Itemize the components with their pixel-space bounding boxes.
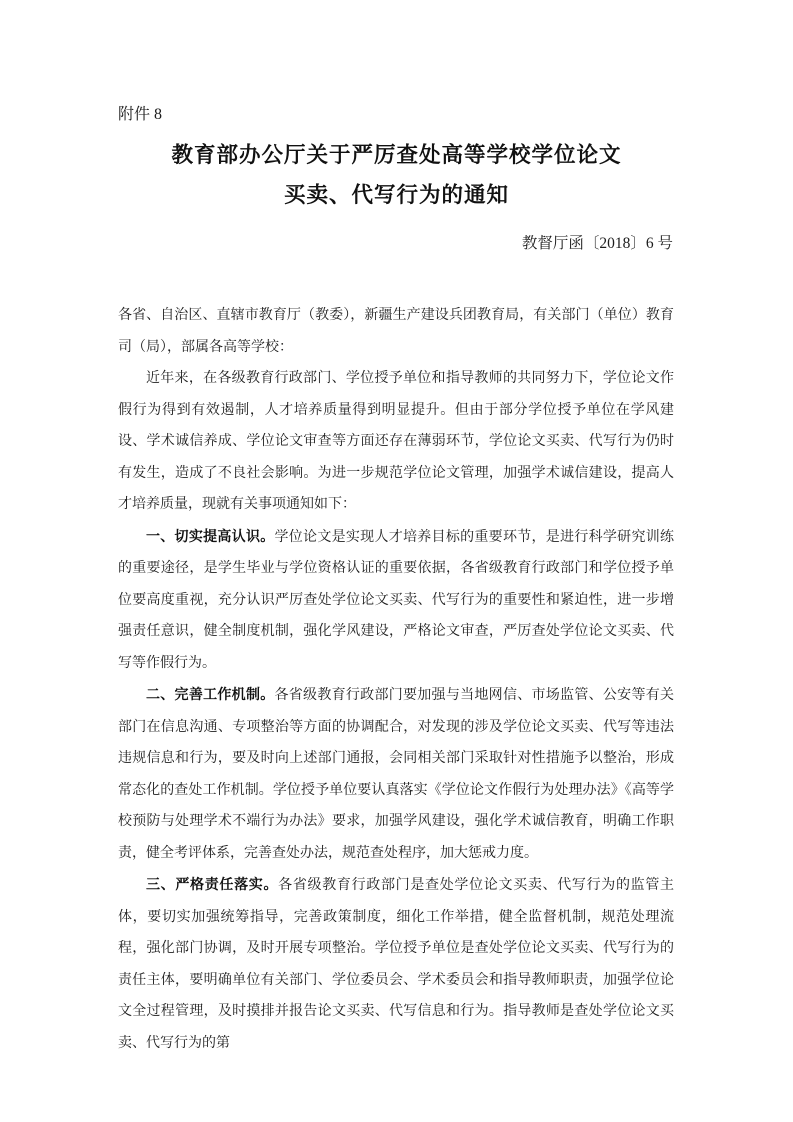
section-text-1: 学位论文是实现人才培养目标的重要环节，是进行科学研究训练的重要途径，是学生毕业与学位资格认证的重要依据，各省级教育行政部门和学位授予单位要高度重视，充分认识严厉查处学位论文买卖、代写行为的重要性和紧迫性，进一步增强责任意识，健全制度机制，强化学风建设，严格论文审查，严厉查处学位论文买卖、代写等作假行为。 <box>118 529 674 671</box>
document-title <box>0 135 793 215</box>
section-paragraph-1 <box>118 521 674 680</box>
section-paragraph-3 <box>118 869 674 1059</box>
section-heading-2: 二、完善工作机制。 <box>146 686 275 702</box>
section-text-3: 各省级教育行政部门是查处学位论文买卖、代写行为的监管主体，要切实加强统筹指导，完善政策制度，细化工作举措，健全监督机制，规范处理流程，强化部门协调，及时开展专项整治。学位授予单位是查处学位论文买卖、代写行为的责任主体，要明确单位有关部门、学位委员会、学术委员会和指导教师职责，加强学位论文全过程管理，及时摸排并报告论文买卖、代写信息和行为。指导教师是查处学位论文买卖、代写行为的第 <box>118 878 674 1051</box>
section-text-2: 各省级教育行政部门要加强与当地网信、市场监管、公安等有关部门在信息沟通、专项整治等方面的协调配合，对发现的涉及学位论文买卖、代写等违法违规信息和行为，要及时向上述部门通报，会同相关部门采取针对性措施予以整治，形成常态化的查处工作机制。学位授予单位要认真落实《学位论文作假行为处理办法》《高等学校预防与处理学术不端行为办法》要求，加强学风建设，强化学术诚信教育，明确工作职责，健全考评体系，完善查处办法，规范查处程序，加大惩戒力度。 <box>118 688 674 861</box>
section-heading-1: 一、切实提高认识。 <box>146 527 275 544</box>
document-title-line-2: 买卖、代写行为的通知 <box>283 183 509 207</box>
section-paragraph-2 <box>118 679 674 869</box>
document-body <box>118 300 674 1059</box>
intro-paragraph: 近年来，在各级教育行政部门、学位授予单位和指导教师的共同努力下，学位论文作假行为得到有效遏制，人才培养质量得到明显提升。但由于部分学位授予单位在学风建设、学术诚信养成、学位论文审查等方面还存在薄弱环节，学位论文买卖、代写行为仍时有发生，造成了不良社会影响。为进一步规范学位论文管理，加强学术诚信建设，提高人才培养质量，现就有关事项通知如下： <box>118 371 674 512</box>
document-title-line-1: 教育部办公厅关于严厉查处高等学校学位论文 <box>171 143 622 167</box>
salutation-paragraph: 各省、自治区、直辖市教育厅（教委），新疆生产建设兵团教育局，有关部门（单位）教育司（局），部属各高等学校： <box>118 308 674 355</box>
document-number: 教督厅函〔2018〕6 号 <box>521 235 673 252</box>
section-heading-3: 三、严格责任落实。 <box>146 876 279 892</box>
attachment-label: 附件 8 <box>118 106 163 123</box>
